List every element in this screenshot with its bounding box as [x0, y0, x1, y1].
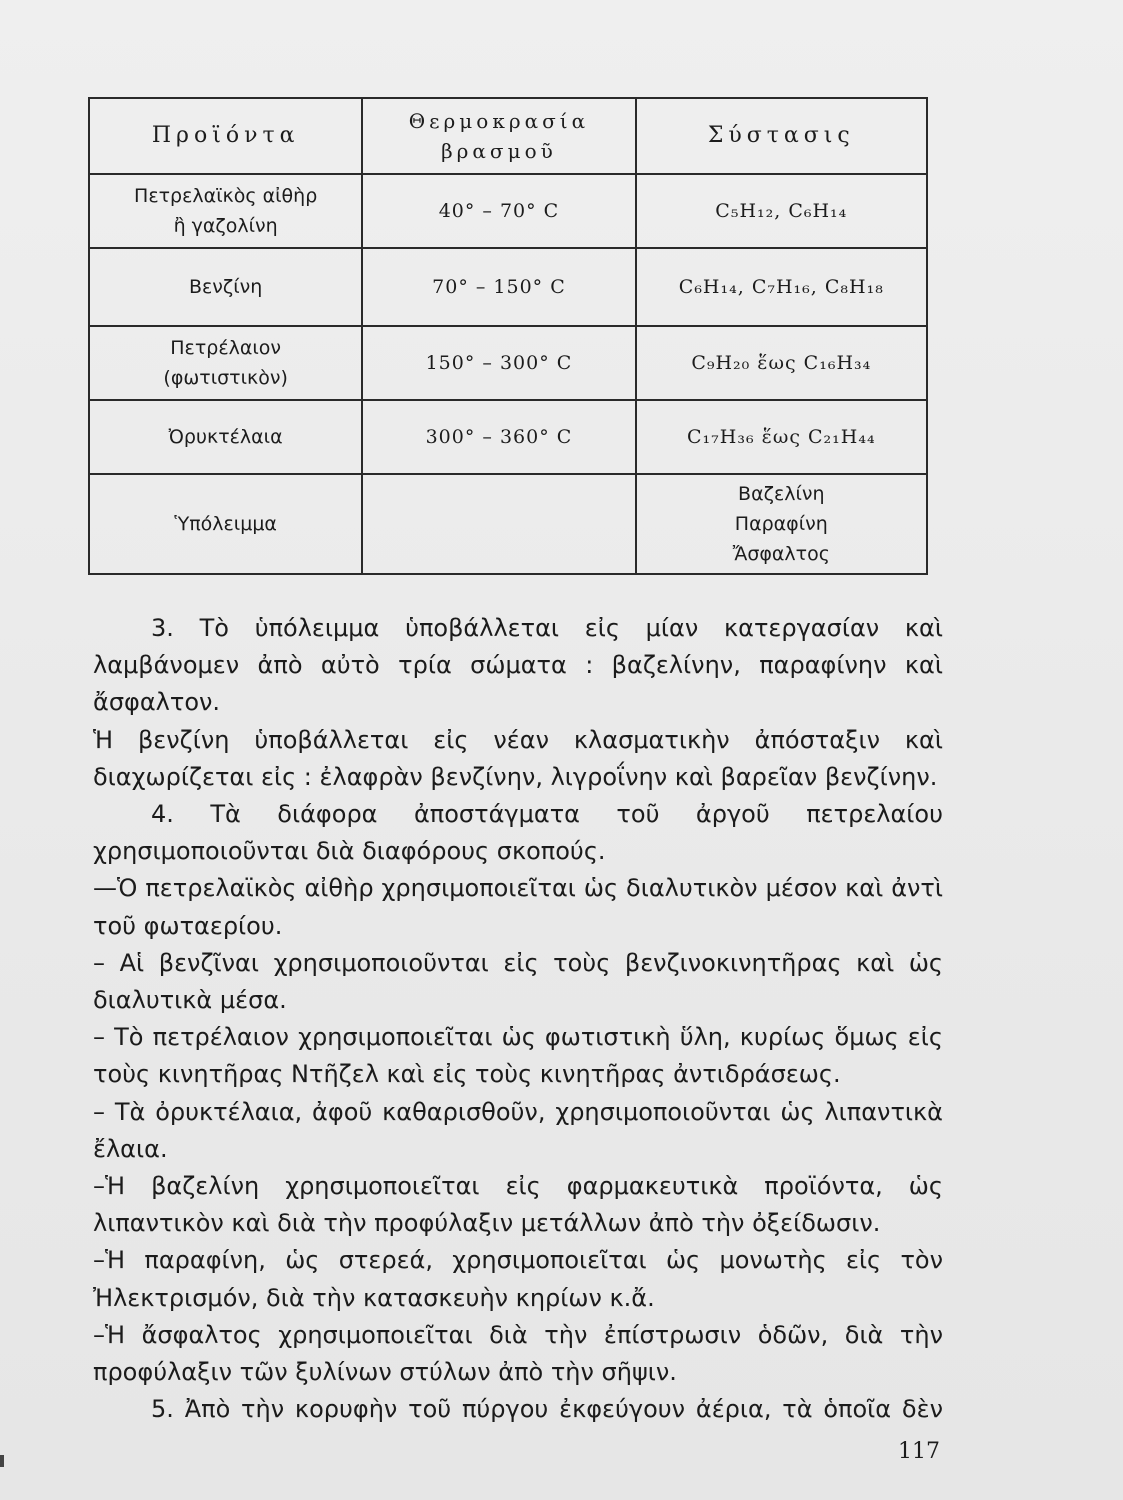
product-name-line: Βενζίνη	[188, 276, 263, 298]
header-boiling-temperature	[362, 98, 635, 174]
product-name-line: Πετρελαϊκὸς αἰθὴρ	[134, 185, 318, 207]
paragraph-3: 3. Τὸ ὑπόλειμμα ὑποβάλλεται εἰς μίαν κατεργασίαν καὶ λαμβάνομεν ἀπὸ αὐτὸ τρία σώματα : βαζελίνην, παραφίνην καὶ ἄσφαλτον.	[93, 614, 943, 717]
header-temperature-line1: Θερμοκρασία	[408, 109, 590, 133]
paragraph-5: 5. Ἀπὸ τὴν κορυφὴν τοῦ πύργου ἐκφεύγουν ἀέρια, τὰ ὁποῖα δὲν	[151, 1395, 943, 1424]
composition-line: Βαζελίνη	[738, 483, 825, 505]
table-row	[89, 248, 927, 326]
header-products: Προϊόντα	[89, 98, 362, 174]
temperature-cell: 150° – 300° C	[362, 326, 635, 400]
product-cell	[89, 248, 362, 326]
products-table	[88, 97, 928, 575]
composition-line: Παραφίνη	[734, 513, 828, 535]
paragraph-paraffin: –Ἡ παραφίνη, ὡς στερεά, χρησιμοποιεῖται ὡς μονωτὴς εἰς τὸν Ἠλεκτρισμόν, διὰ τὴν κατασκευὴν κηρίων κ.ἄ.	[93, 1246, 943, 1312]
table-row	[89, 326, 927, 400]
product-name-line: (φωτιστικὸν)	[163, 367, 288, 389]
composition-cell: C₉H₂₀ ἕως C₁₆H₃₄	[636, 326, 927, 400]
product-name-line: Ὑπόλειμμα	[174, 513, 277, 535]
table-row	[89, 174, 927, 248]
table-row	[89, 474, 927, 574]
temperature-cell: 70° – 150° C	[362, 248, 635, 326]
paragraph-ether: —Ὁ πετρελαϊκὸς αἰθὴρ χρησιμοποιεῖται ὡς διαλυτικὸν μέσον καὶ ἀντὶ τοῦ φωταερίου.	[93, 874, 943, 940]
product-cell	[89, 400, 362, 474]
paragraph-vaseline: –Ἡ βαζελίνη χρησιμοποιεῖται εἰς φαρμακευτικὰ προϊόντα, ὡς λιπαντικὸν καὶ διὰ τὴν προφύλαξιν μετάλλων ἀπὸ τὴν ὀξείδωσιν.	[93, 1172, 943, 1238]
temperature-cell: 40° – 70° C	[362, 174, 635, 248]
body-text	[93, 610, 943, 1428]
scan-edge-mark	[0, 1455, 4, 1467]
table-row	[89, 400, 927, 474]
header-temperature-line2: βρασμοῦ	[441, 139, 557, 163]
temperature-cell: 300° – 360° C	[362, 400, 635, 474]
paragraph-mineral-oils: – Τὰ ὀρυκτέλαια, ἀφοῦ καθαρισθοῦν, χρησιμοποιοῦνται ὡς λιπαντικὰ ἔλαια.	[93, 1097, 943, 1163]
product-name-line: Ὀρυκτέλαια	[168, 426, 283, 448]
product-cell	[89, 326, 362, 400]
paragraph-benzine: Ἡ βενζίνη ὑποβάλλεται εἰς νέαν κλασματικὴν ἀπόσταξιν καὶ διαχωρίζεται εἰς : ἐλαφρὰν βενζίνην, λιγροΐνην καὶ βαρεῖαν βενζίνην.	[93, 725, 943, 791]
composition-cell: C₅H₁₂, C₆H₁₄	[636, 174, 927, 248]
paragraph-petroleum: – Τὸ πετρέλαιον χρησιμοποιεῖται ὡς φωτιστικὴ ὕλη, κυρίως ὅμως εἰς τοὺς κινητῆρας Ντῆζελ καὶ εἰς τοὺς κινητῆρας ἀντιδράσεως.	[93, 1023, 943, 1089]
header-composition: Σύστασις	[636, 98, 927, 174]
paragraph-benzines: – Αἱ βενζῖναι χρησιμοποιοῦνται εἰς τοὺς βενζινοκινητῆρας καὶ ὡς διαλυτικὰ μέσα.	[93, 948, 943, 1015]
paragraph-4: 4. Τὰ διάφορα ἀποστάγματα τοῦ ἀργοῦ πετρελαίου χρησιμοποιοῦνται διὰ διαφόρους σκοπούς.	[93, 800, 943, 866]
temperature-cell	[362, 474, 635, 574]
composition-line: Ἄσφαλτος	[732, 543, 830, 565]
composition-cell: C₆H₁₄, C₇H₁₆, C₈H₁₈	[636, 248, 927, 326]
product-cell	[89, 474, 362, 574]
product-cell	[89, 174, 362, 248]
composition-cell: C₁₇H₃₆ ἕως C₂₁H₄₄	[636, 400, 927, 474]
product-name-line: ἢ γαζολίνη	[173, 215, 278, 237]
composition-cell	[636, 474, 927, 574]
product-name-line: Πετρέλαιον	[170, 337, 282, 359]
table-header-row	[89, 98, 927, 174]
paragraph-asphalt: –Ἡ ἄσφαλτος χρησιμοποιεῖται διὰ τὴν ἐπίστρωσιν ὁδῶν, διὰ τὴν προφύλαξιν τῶν ξυλίνων στύλων ἀπὸ τὴν σῆψιν.	[93, 1320, 943, 1387]
page-number: 117	[898, 1439, 940, 1464]
